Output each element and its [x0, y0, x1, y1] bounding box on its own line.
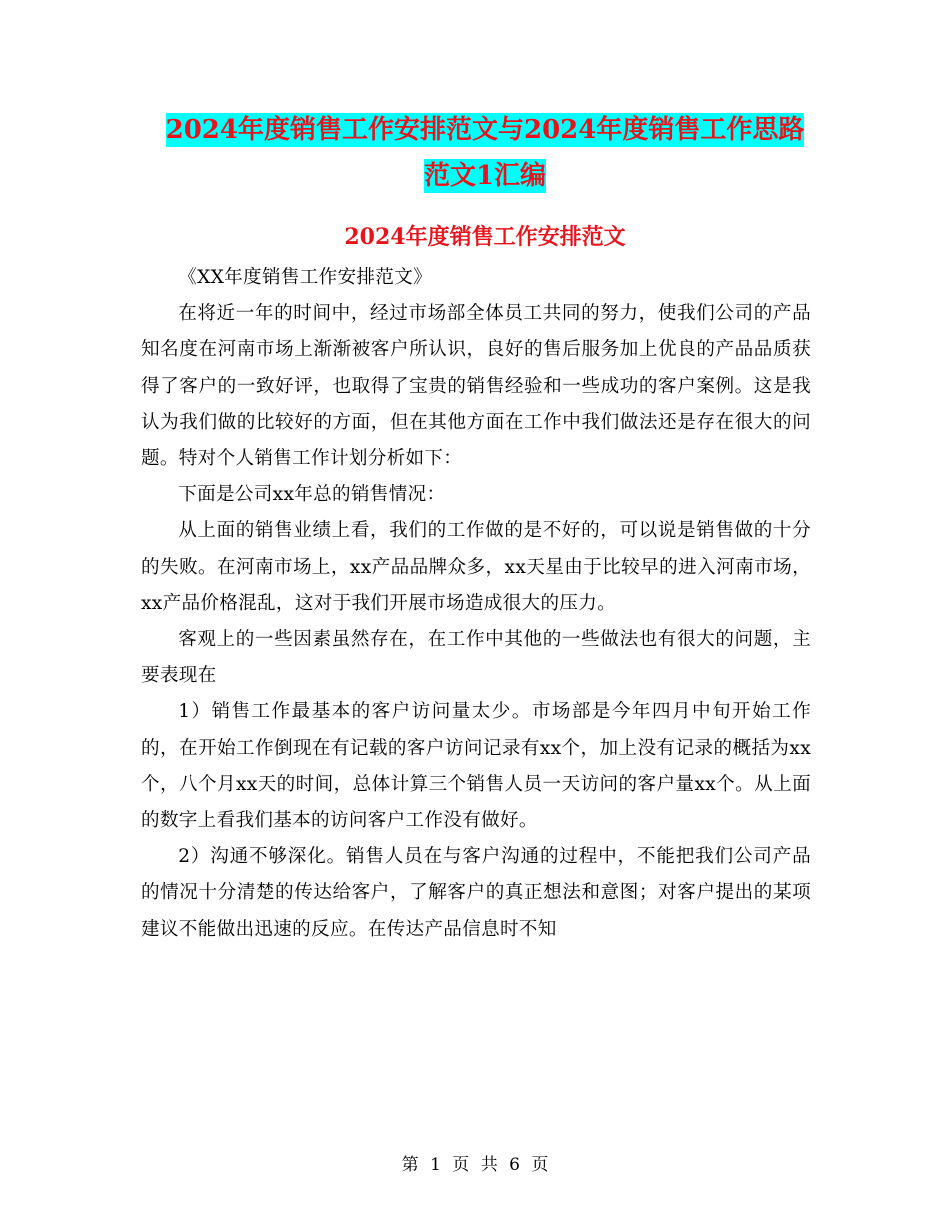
paragraph: 客观上的一些因素虽然存在，在工作中其他的一些做法也有很大的问题，主要表现在	[141, 629, 811, 687]
document-title-line-2	[140, 150, 830, 202]
paragraph: 在将近一年的时间中，经过市场部全体员工共同的努力，使我们公司的产品知名度在河南市场上渐渐被客户所认识，良好的售后服务加上优良的产品品质获得了客户的一致好评，也取得了宝贵的销售经验和一些成功的客户案例。这是我认为我们做的比较好的方面，但在其他方面在工作中我们做法还是存在很大的问题。特对个人销售工作计划分析如下：	[141, 303, 811, 470]
title-highlight: 2024年度销售工作安排范文与2024年度销售工作思路	[165, 115, 805, 145]
document-body	[141, 260, 811, 948]
title-highlight: 范文1汇编	[423, 161, 547, 191]
section-title: 2024年度销售工作安排范文	[344, 224, 626, 250]
document-title-line-1	[140, 104, 830, 156]
paragraph: 《XX年度销售工作安排范文》	[178, 267, 432, 288]
paragraph: 1）销售工作最基本的客户访问量太少。市场部是今年四月中旬开始工作的，在开始工作倒现在有记载的客户访问记录有xx个，加上没有记录的概括为xx个，八个月xx天的时间，总体计算三个销售人员一天访问的客户量xx个。从上面的数字上看我们基本的访问客户工作没有做好。	[141, 701, 811, 832]
paragraph: 2）沟通不够深化。销售人员在与客户沟通的过程中，不能把我们公司产品的情况十分清楚的传达给客户，了解客户的真正想法和意图；对客户提出的某项建议不能做出迅速的反应。在传达产品信息时不知	[141, 846, 811, 940]
paragraph: 下面是公司xx年总的销售情况：	[178, 484, 446, 506]
page-footer: 第 1 页 共 6 页	[401, 1155, 549, 1175]
paragraph: 从上面的销售业绩上看，我们的工作做的是不好的，可以说是销售做的十分的失败。在河南市场上，xx产品品牌众多，xx天星由于比较早的进入河南市场，xx产品价格混乱，这对于我们开展市场造成很大的压力。	[141, 520, 811, 614]
